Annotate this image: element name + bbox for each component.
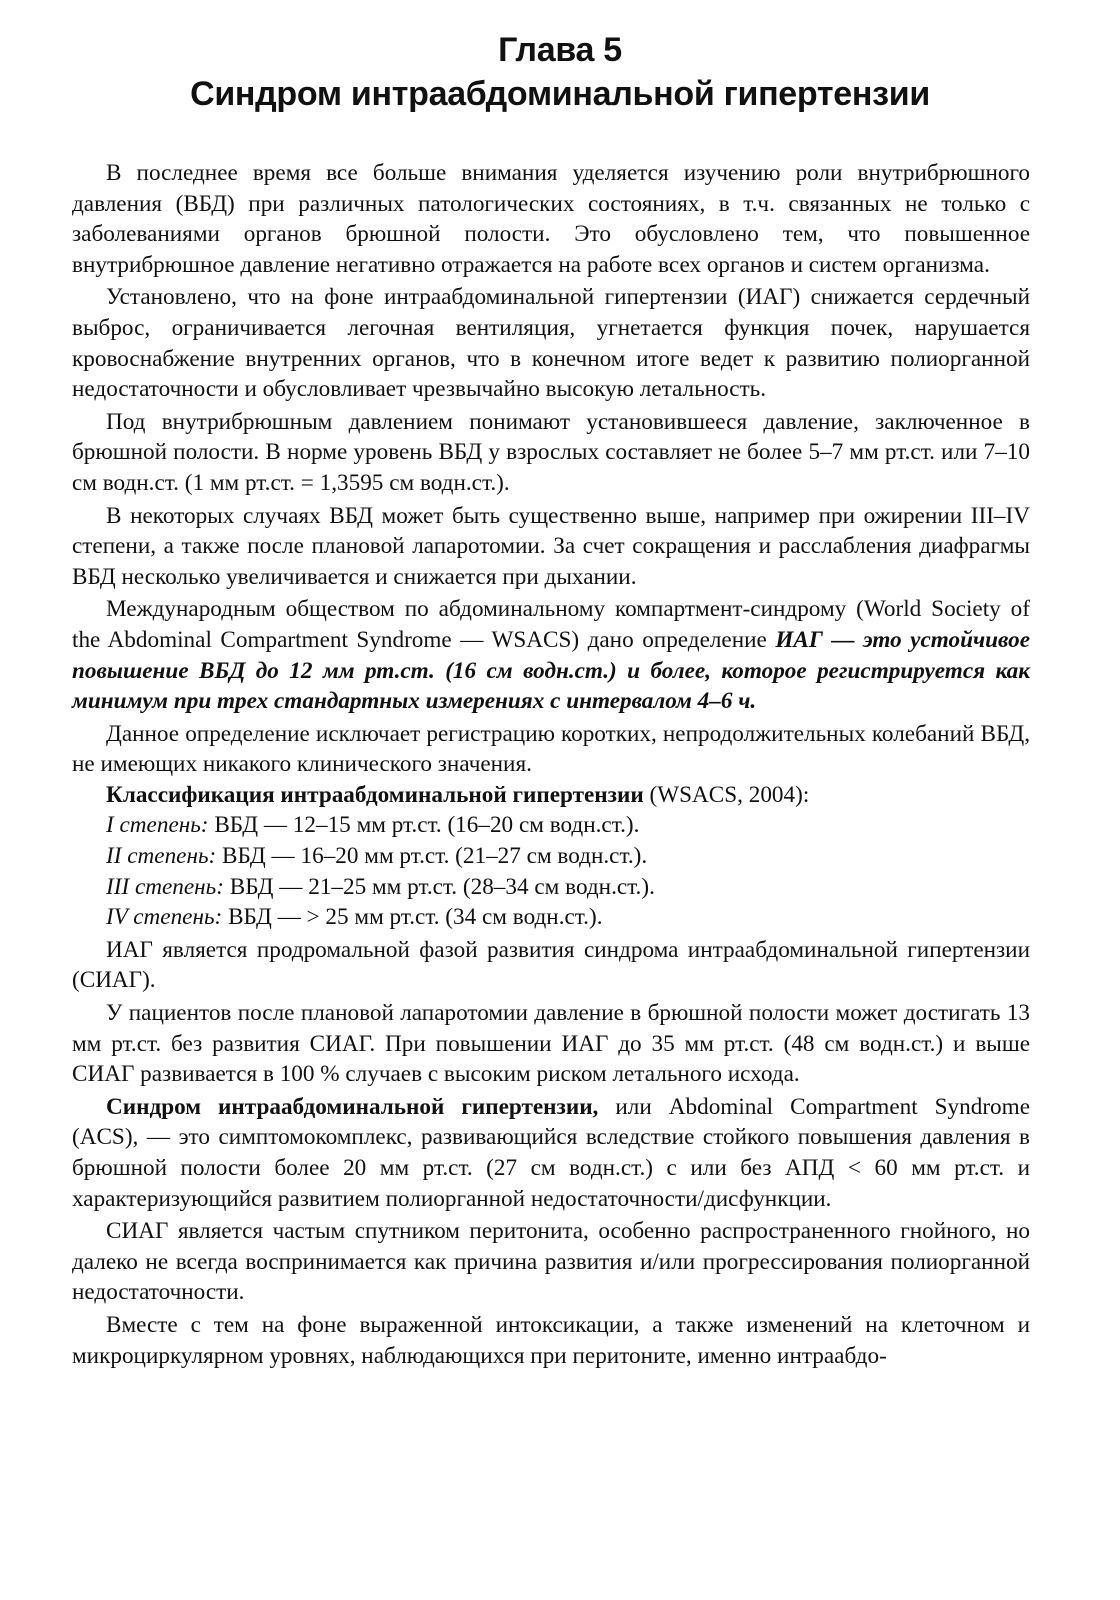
- paragraph-5-text: Международным обществом по абдоминальному компартмент-синдрому (World Society of the Abdominal Compartment Syndrome — WSACS) дано определение: [72, 596, 1030, 653]
- paragraph-6: Данное определение исключает регистрацию коротких, непродолжительных колебаний ВБД, не имеющих никакого клинического значения.: [72, 720, 1030, 778]
- paragraph-10: СИАГ является частым спутником перитонита, особенно распространенного гнойного, но далеко не всегда воспринимается как причина развития и/или прогрессирования полиорганной недостаточности.: [72, 1218, 1030, 1306]
- paragraph-8: У пациентов после плановой лапаротомии давление в брюшной полости может достигать 13 мм рт.ст. без развития СИАГ. При повышении ИАГ до 35 мм рт.ст. (48 см водн.ст.) и выше СИАГ развивается в 100 % случаев с высоким риском летального исхода.: [72, 1000, 1030, 1088]
- grade-label: II степень:: [106, 843, 217, 870]
- grade-value: ВБД — > 25 мм рт.ст. (34 см водн.ст.).: [222, 904, 603, 931]
- chapter-heading: [72, 28, 1030, 116]
- paragraph-2: Установлено, что на фоне интраабдоминальной гипертензии (ИАГ) снижается сердечный выброс, ограничивается легочная вентиляция, угнетается функция почек, нарушается кровоснабжение внутренних органов, что в конечном итоге ведет к развитию полиорганной недостаточности и обусловливает чрезвычайно высокую летальность.: [72, 284, 1030, 403]
- paragraph-9-text: или Abdominal Compartment Syndrome (ACS), — это симптомокомплекс, развивающийся вследствие стойкого повышения давления в брюшной полости более 20 мм рт.ст. (27 см водн.ст.) с или без АПД < 60 мм рт.ст. и характеризующийся развитием полиорганной недостаточности/дисфункции.: [72, 1093, 1030, 1212]
- grade-label: III степень:: [106, 873, 224, 900]
- classification-heading-line: [72, 780, 1030, 811]
- grade-label: IV степень:: [106, 904, 223, 931]
- paragraph-9: [72, 1092, 1030, 1214]
- grade-3: [72, 872, 1030, 903]
- classification-source: (WSACS, 2004):: [643, 781, 810, 808]
- grade-value: ВБД — 16–20 мм рт.ст. (21–27 см водн.ст.).: [216, 843, 648, 870]
- grade-label: I степень:: [106, 812, 209, 839]
- paragraph-4: В некоторых случаях ВБД может быть существенно выше, например при ожирении III–IV степени, а также после плановой лапаротомии. За счет сокращения и расслабления диафрагмы ВБД несколько увеличивается и снижается при дыхании.: [72, 502, 1030, 590]
- grade-1: [72, 810, 1030, 841]
- paragraph-7: ИАГ является продромальной фазой развития синдрома интраабдоминальной гипертензии (СИАГ).: [72, 936, 1030, 994]
- iag-definition: ИАГ — это устойчивое повышение ВБД до 12 мм рт.ст. (16 см водн.ст.) и более, которое регистрируется как минимум при трех стандартных измерениях с интервалом 4–6 ч.: [72, 626, 1030, 715]
- grade-2: [72, 841, 1030, 872]
- paragraph-3: Под внутрибрюшным давлением понимают установившееся давление, заключенное в брюшной полости. В норме уровень ВБД у взрослых составляет не более 5–7 мм рт.ст. или 7–10 см водн.ст. (1 мм рт.ст. = 1,3595 см водн.ст.).: [72, 408, 1030, 496]
- classification-heading: Классификация интраабдоминальной гипертензии: [106, 781, 644, 808]
- paragraph-11: Вместе с тем на фоне выраженной интоксикации, а также изменений на клеточном и микроциркулярном уровнях, наблюдающихся при перитоните, именно интраабдо-: [72, 1311, 1030, 1369]
- grade-4: [72, 902, 1030, 933]
- paragraph-1: В последнее время все больше внимания уделяется изучению роли внутрибрюшного давления (ВБД) при различных патологических состояниях, в т.ч. связанных не только с заболеваниями органов брюшной полости. Это обусловлено тем, что повышенное внутрибрюшное давление негативно отражается на работе всех органов и систем организма.: [72, 160, 1030, 278]
- chapter-title: Синдром интраабдоминальной гипертензии: [190, 75, 930, 113]
- grade-value: ВБД — 21–25 мм рт.ст. (28–34 см водн.ст.).: [223, 873, 655, 900]
- chapter-number: Глава 5: [498, 31, 622, 69]
- acs-term: Синдром интраабдоминальной гипертензии,: [106, 1093, 599, 1120]
- grade-value: ВБД — 12–15 мм рт.ст. (16–20 см водн.ст.).: [208, 812, 640, 839]
- paragraph-5: [72, 594, 1030, 716]
